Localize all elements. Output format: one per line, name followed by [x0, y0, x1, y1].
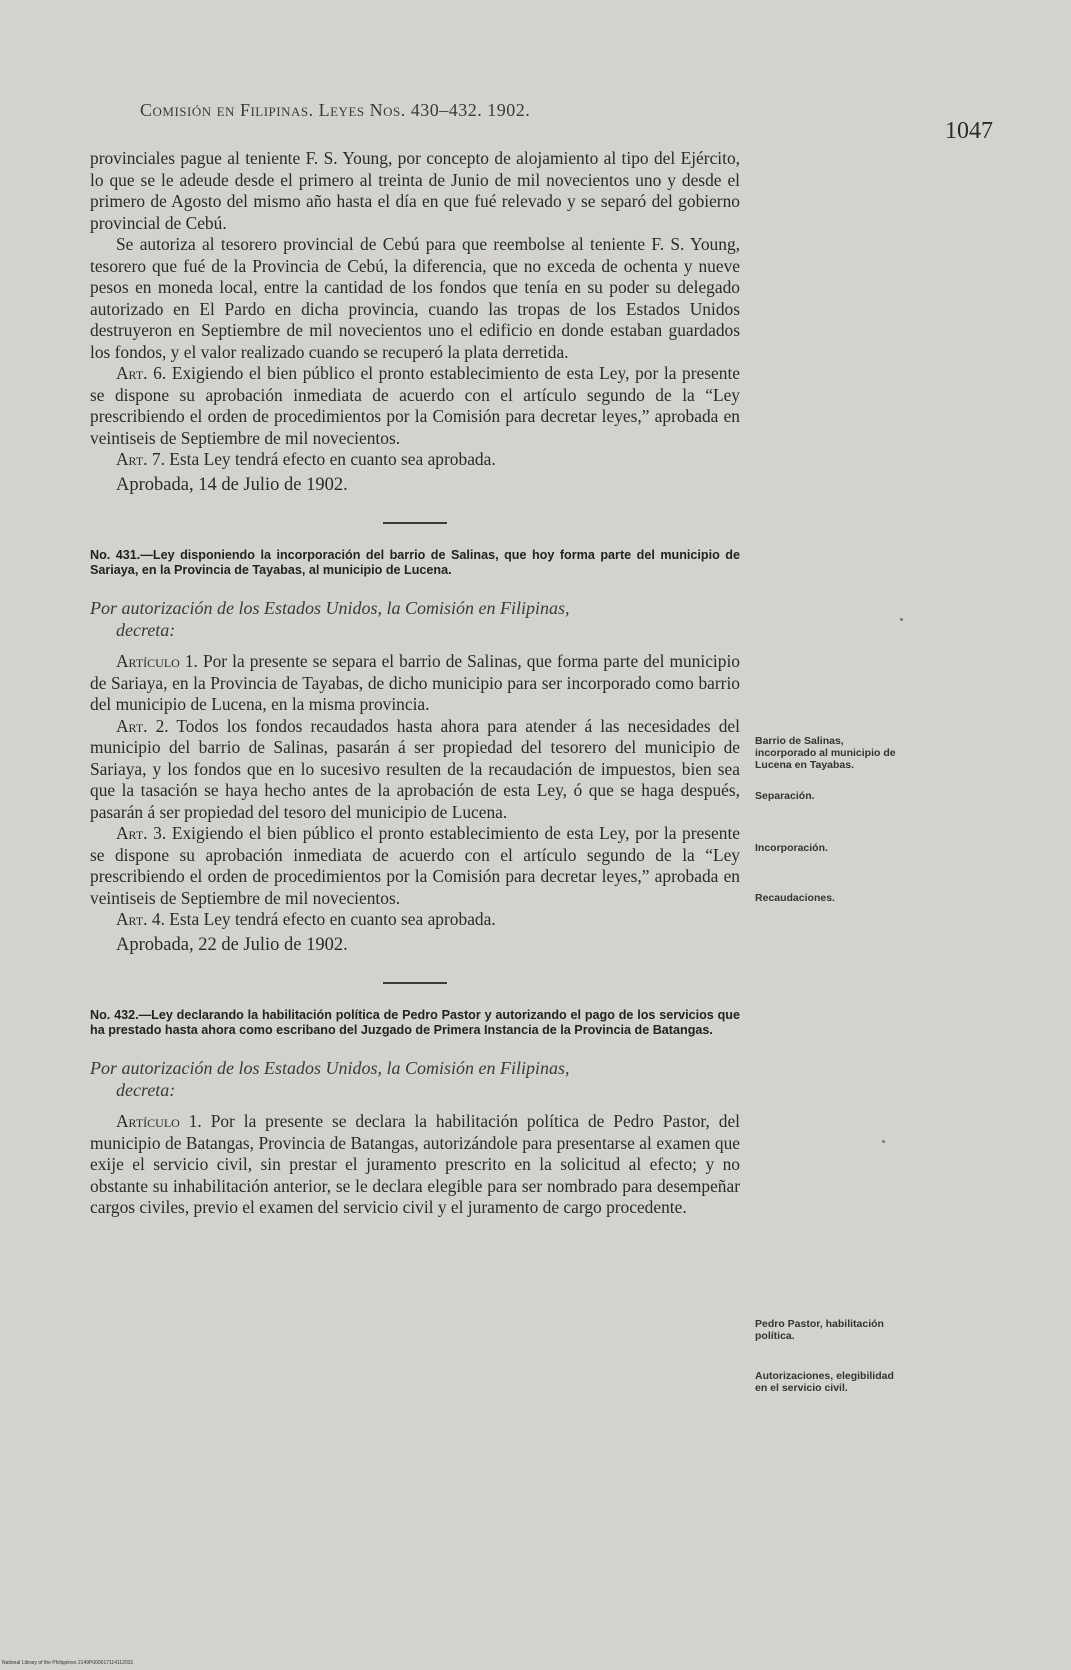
margin-note: Recaudaciones.: [755, 892, 835, 904]
law-430-continuation: [90, 148, 740, 496]
scan-speck: [900, 618, 903, 621]
enacting-clause-line: decreta:: [116, 1080, 176, 1100]
enacting-clause-line: decreta:: [116, 620, 176, 640]
article-label: Artículo 1.: [116, 651, 198, 671]
article-1: [90, 651, 740, 716]
article-label: Art. 2.: [116, 715, 169, 736]
margin-note: Separación.: [755, 790, 815, 802]
enacting-clause: [90, 597, 740, 641]
article-2: [90, 716, 740, 824]
enacting-clause-line: Por autorización de los Estados Unidos, la Comisión en Filipinas,: [90, 1058, 570, 1078]
approval-date: Aprobada, 22 de Julio de 1902.: [116, 934, 348, 955]
running-head: Comisión en Filipinas. Leyes Nos. 430–432. 1902.: [140, 100, 531, 120]
main-text-column: [90, 148, 740, 1219]
margin-note: Autorizaciones, elegibilidad en el servicio civil.: [755, 1370, 894, 1394]
approval-date: Aprobada, 14 de Julio de 1902.: [116, 474, 348, 495]
enacting-clause: [90, 1057, 740, 1101]
article-3: [90, 823, 740, 909]
law-title: No. 431.—Ley disponiendo la incorporación del barrio de Salinas, que hoy forma parte del municipio de Sariaya, en la Provincia de Tayabas, al municipio de Lucena.: [90, 548, 740, 577]
article-label: Art. 7.: [116, 449, 165, 469]
article-7: [90, 449, 740, 471]
paragraph: provinciales pague al teniente F. S. Young, por concepto de alojamiento al tipo del Ejército, lo que se le adeude desde el primero al treinta de Junio de mil novecientos uno y desde el primero de Agosto del mismo año hasta el día en que fué relevado y se separó del gobierno provincial de Cebú.: [90, 148, 740, 233]
article-label: Art. 6.: [116, 363, 167, 383]
article-label: Art. 3.: [116, 823, 167, 843]
article-label: Artículo 1.: [116, 1111, 202, 1131]
scan-speck: [882, 1140, 885, 1143]
article-label: Art. 4.: [116, 909, 165, 929]
section-divider: [383, 982, 447, 984]
article-1: [90, 1111, 740, 1219]
article-6: [90, 363, 740, 449]
article-text: Exigiendo el bien público el pronto establecimiento de esta Ley, por la presente se dispone su aprobación inmediata de acuerdo con el artículo segundo de la “Ley prescribiendo el orden de procedimientos por la Comisión para decretar leyes,” aprobada en veintiseis de Septiembre de mil novecientos.: [90, 363, 740, 448]
enacting-clause-line: Por autorización de los Estados Unidos, la Comisión en Filipinas,: [90, 598, 570, 618]
article-text: Por la presente se declara la habilitación política de Pedro Pastor, del municipio de Batangas, Provincia de Batangas, autorizándole para presentarse al examen que exije el servicio civil, sin prestar el juramento prescrito en la solicitud al efecto; y no obstante su inhabilitación anterior, se le declara elegible para ser nombrado para desempeñar cargos civiles, previo el examen del servicio civil y el juramento de cargo procedente.: [90, 1111, 741, 1217]
law-431: [90, 548, 740, 956]
article-4: [90, 909, 740, 931]
article-text: Esta Ley tendrá efecto en cuanto sea aprobada.: [169, 449, 496, 469]
section-divider: [383, 522, 447, 524]
law-432: [90, 1008, 740, 1219]
law-title: No. 432.—Ley declarando la habilitación política de Pedro Pastor y autorizando el pago de los servicios que ha prestado hasta ahora como escribano del Juzgado de Primera Instancia de la Provincia de Batangas.: [90, 1008, 740, 1037]
margin-note: Pedro Pastor, habilitación política.: [755, 1318, 884, 1342]
article-text: Exigiendo el bien público el pronto establecimiento de esta Ley, por la presente se dispone su aprobación inmediata de acuerdo con el artículo segundo de la “Ley prescribiendo el orden de procedimientos por la Comisión para decretar leyes,” aprobada en veintiseis de Septiembre de mil novecientos.: [90, 823, 740, 908]
margin-note: Barrio de Salinas, incorporado al municipio de Lucena en Tayabas.: [755, 735, 896, 771]
article-text: Todos los fondos recaudados hasta ahora para atender á las necesidades del municipio del barrio de Salinas, pasarán á ser propiedad del tesorero del municipio de Sariaya, y los fondos que en lo sucesivo resulten de la recaudación de impuestos, bien sea que la tasación se haya hecho antes de la aprobación de esta Ley, ó que se haga después, pasarán á ser propiedad del tesoro del municipio de Lucena.: [90, 715, 740, 822]
scan-credit: National Library of the Philippines 2149P000017114112031: [2, 1660, 134, 1666]
article-text: Por la presente se separa el barrio de Salinas, que forma parte del municipio de Sariaya, en la Provincia de Tayabas, de dicho municipio para ser incorporado como barrio del municipio de Lucena, en la misma provincia.: [90, 651, 740, 714]
margin-note: Incorporación.: [755, 842, 828, 854]
paragraph: Se autoriza al tesorero provincial de Cebú para que reembolse al teniente F. S. Young, tesorero que fué de la Provincia de Cebú, la diferencia, que no exceda de ochenta y nueve pesos en moneda local, entre la cantidad de los fondos que tenía en su poder su delegado autorizado en El Pardo en dicha provincia, cuando las tropas de los Estados Unidos destruyeron en Septiembre de mil novecientos uno el edificio en donde estaban guardados los fondos, y el valor realizado cuando se recuperó la plata derretida.: [90, 234, 740, 362]
article-text: Esta Ley tendrá efecto en cuanto sea aprobada.: [169, 909, 496, 929]
page-number: 1047: [945, 118, 993, 144]
